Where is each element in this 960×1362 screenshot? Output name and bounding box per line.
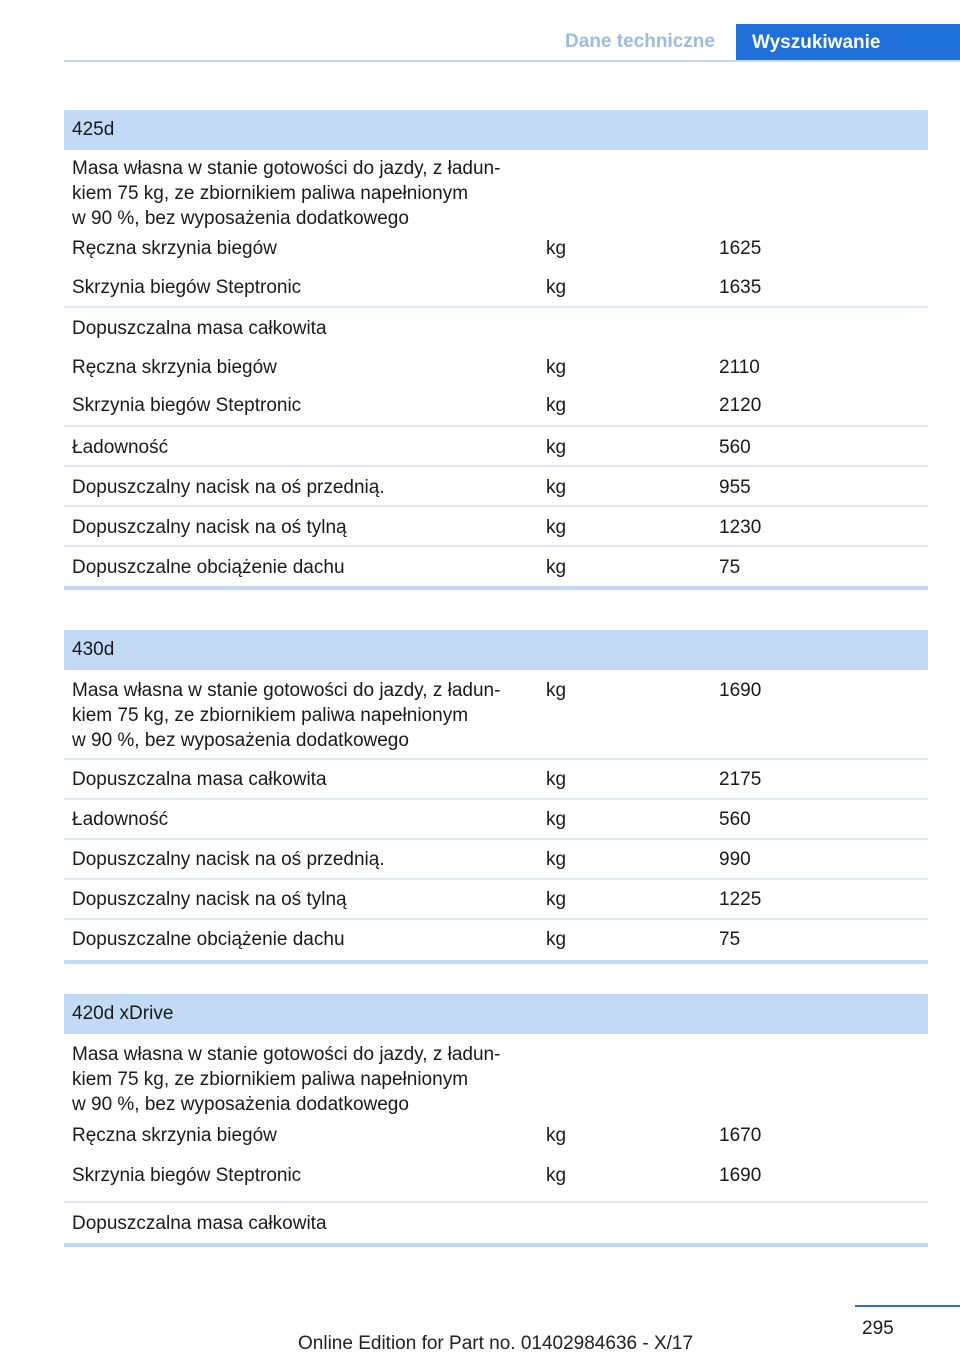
row-unit: kg xyxy=(546,238,567,259)
table-row xyxy=(64,670,928,760)
footer-edition: Online Edition for Part no. 01402984636 - X/17 xyxy=(298,1333,694,1354)
table-row xyxy=(64,880,928,920)
table-title: 420d xDrive xyxy=(64,994,928,1034)
table-row xyxy=(64,1123,928,1163)
row-label: Skrzynia biegów Steptronic xyxy=(72,277,302,298)
row-label: Ręczna skrzynia biegów xyxy=(72,1125,277,1146)
row-unit: kg xyxy=(546,477,567,498)
table-row xyxy=(64,427,928,467)
row-value: 75 xyxy=(719,929,741,950)
table-row xyxy=(64,1203,928,1243)
table-row xyxy=(64,467,928,507)
row-value: 2110 xyxy=(719,357,760,378)
page-number: 295 xyxy=(862,1318,894,1339)
table-row xyxy=(64,348,928,387)
section-tab-dane-techniczne[interactable]: Dane techniczne xyxy=(565,31,715,52)
spec-table-430d xyxy=(64,630,928,964)
row-label: Dopuszczalna masa całkowita xyxy=(72,318,327,339)
table-row xyxy=(64,920,928,960)
page-number-rule xyxy=(855,1305,960,1307)
table-row xyxy=(64,840,928,880)
row-value: 560 xyxy=(719,809,751,830)
table-row xyxy=(64,547,928,586)
row-label: Skrzynia biegów Steptronic xyxy=(72,395,302,416)
row-value: 2175 xyxy=(719,769,762,790)
table-row xyxy=(64,150,928,228)
row-value: 990 xyxy=(719,849,751,870)
row-unit: kg xyxy=(546,849,567,870)
row-label: Dopuszczalne obciążenie dachu xyxy=(72,929,345,950)
row-unit: kg xyxy=(546,809,567,830)
table-title: 425d xyxy=(64,110,928,150)
table-row xyxy=(64,387,928,427)
row-value: 955 xyxy=(719,477,751,498)
row-label: Dopuszczalny nacisk na oś tylną xyxy=(72,517,347,538)
section-tab-wyszukiwanie[interactable]: Wyszukiwanie xyxy=(736,24,960,62)
row-value: 1225 xyxy=(719,889,762,910)
row-label: Ładowność xyxy=(72,437,169,458)
row-unit: kg xyxy=(546,889,567,910)
row-label: Dopuszczalny nacisk na oś przednią. xyxy=(72,849,385,870)
row-unit: kg xyxy=(546,395,567,416)
row-label: Dopuszczalny nacisk na oś tylną xyxy=(72,889,347,910)
row-value: 1690 xyxy=(719,680,762,701)
row-unit: kg xyxy=(546,557,567,578)
table-bottom-rule xyxy=(64,1243,928,1247)
row-label: Skrzynia biegów Steptronic xyxy=(72,1165,302,1186)
row-unit: kg xyxy=(546,680,567,701)
table-row xyxy=(64,760,928,800)
page-header xyxy=(0,0,960,64)
row-value: 1230 xyxy=(719,517,762,538)
row-value: 1690 xyxy=(719,1165,762,1186)
row-unit: kg xyxy=(546,1125,567,1146)
row-value: 1670 xyxy=(719,1125,762,1146)
row-label: Dopuszczalny nacisk na oś przednią. xyxy=(72,477,385,498)
table-row xyxy=(64,1163,928,1203)
row-unit: kg xyxy=(546,929,567,950)
table-bottom-rule xyxy=(64,586,928,590)
row-label: Dopuszczalna masa całkowita xyxy=(72,769,327,790)
row-unit: kg xyxy=(546,357,567,378)
row-label: Ładowność xyxy=(72,809,169,830)
row-label: Dopuszczalna masa całkowita xyxy=(72,1213,327,1234)
row-value: 560 xyxy=(719,437,751,458)
row-label: Ręczna skrzynia biegów xyxy=(72,357,277,378)
table-row xyxy=(64,308,928,348)
row-label: Ręczna skrzynia biegów xyxy=(72,238,277,259)
row-label: Masa własna w stanie gotowości do jazdy, z ładun- kiem 75 kg, ze zbiornikiem paliwa napełnionym w 90 %, bez wyposażenia dodatkowego xyxy=(72,158,501,229)
table-row xyxy=(64,800,928,840)
row-value: 1635 xyxy=(719,277,762,298)
table-row xyxy=(64,228,928,268)
spec-table-420d-xdrive xyxy=(64,994,928,1247)
row-label: Dopuszczalne obciążenie dachu xyxy=(72,557,345,578)
row-label: Masa własna w stanie gotowości do jazdy, z ładun- kiem 75 kg, ze zbiornikiem paliwa napełnionym w 90 %, bez wyposażenia dodatkowego xyxy=(72,680,501,751)
row-unit: kg xyxy=(546,769,567,790)
row-value: 75 xyxy=(719,557,741,578)
row-label: Masa własna w stanie gotowości do jazdy, z ładun- kiem 75 kg, ze zbiornikiem paliwa napełnionym w 90 %, bez wyposażenia dodatkowego xyxy=(72,1044,501,1115)
table-row xyxy=(64,507,928,547)
table-row xyxy=(64,1034,928,1123)
table-row xyxy=(64,268,928,308)
row-unit: kg xyxy=(546,437,567,458)
row-unit: kg xyxy=(546,1165,567,1186)
row-value: 2120 xyxy=(719,395,762,416)
spec-table-425d xyxy=(64,110,928,590)
row-unit: kg xyxy=(546,277,567,298)
table-bottom-rule xyxy=(64,960,928,964)
table-title: 430d xyxy=(64,630,928,670)
row-value: 1625 xyxy=(719,238,762,259)
header-rule xyxy=(64,60,960,62)
row-unit: kg xyxy=(546,517,567,538)
